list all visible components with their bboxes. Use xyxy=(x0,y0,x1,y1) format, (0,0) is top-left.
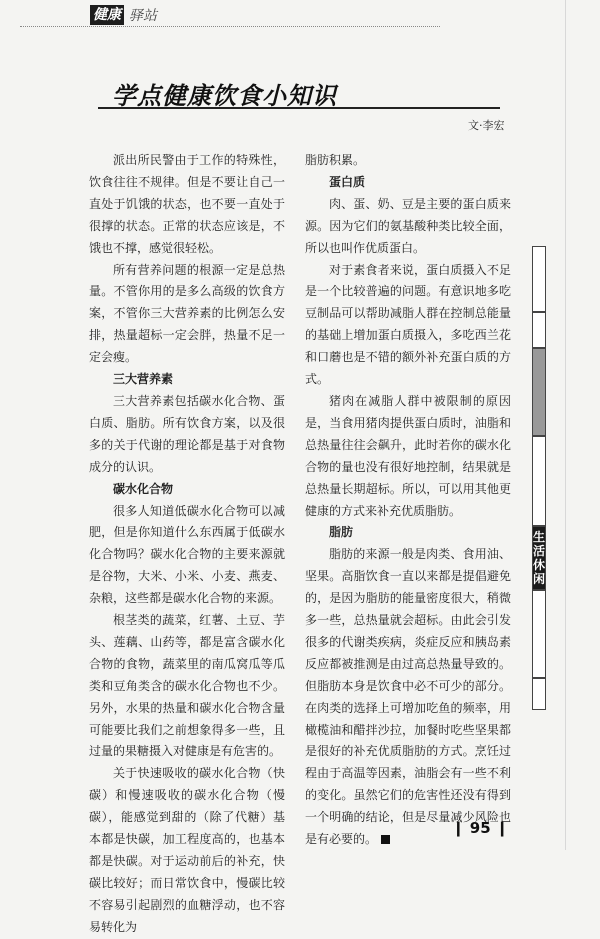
paragraph: 关于快速吸收的碳水化合物（快碳）和慢速吸收的碳水化合物（慢碳），能感觉到甜的（除了代糖）基本都是快碳，加工程度高的，也基本都是快碳。对于运动前后的补充，快碳比较好；而日常饮食中，慢碳比较不容易引起剧烈的血糖浮动，也不容易转化为 xyxy=(89,766,285,934)
section-heading: 三大营养素 xyxy=(113,372,174,387)
section-tabs xyxy=(532,246,546,710)
paragraph: 脂肪积累。 xyxy=(305,153,366,167)
section-heading: 碳水化合物 xyxy=(113,481,174,496)
article-title: 学点健康饮食小知识 xyxy=(112,82,337,110)
section-tab xyxy=(532,678,546,710)
section-tab xyxy=(532,312,546,348)
section-tab-active: 生 活 休 闲 xyxy=(532,526,546,590)
section-heading: 脂肪 xyxy=(329,525,354,540)
column-left xyxy=(89,150,285,939)
section-header xyxy=(90,4,157,26)
section-tab xyxy=(532,436,546,526)
page-edge-rule xyxy=(565,0,566,850)
section-tab xyxy=(532,590,546,678)
page-number: ❙ 95 ❙ xyxy=(452,819,509,837)
paragraph: 所有营养问题的根源一定是总热量。不管你用的是多么高级的饮食方案，不管你三大营养素的比例怎么安排，热量超标一定会胖，热量不足一定会瘦。 xyxy=(89,262,285,365)
section-name-light: 驿站 xyxy=(129,8,157,24)
paragraph: 根茎类的蔬菜，红薯、土豆、芋头、莲藕、山药等，都是富含碳水化合物的食物，蔬菜里的南瓜窝瓜等瓜类和豆角类含的碳水化合物也不少。另外，水果的热量和碳水化合物含量可能要比我们之前想象得多一些，且过量的果糖摄入对健康是有危害的。 xyxy=(89,613,285,759)
paragraph: 很多人知道低碳水化合物可以减肥，但是你知道什么东西属于低碳水化合物吗？碳水化合物的主要来源就是谷物，大米、小米、小麦、燕麦、杂粮，这些都是碳水化合物的来源。 xyxy=(89,503,285,606)
section-tab xyxy=(532,246,546,312)
paragraph: 对于素食者来说，蛋白质摄入不足是一个比较普遍的问题。有意识地多吃豆制品可以帮助减脂人群在控制总能量的基础上增加蛋白质摄入，多吃西兰花和口蘑也是不错的额外补充蛋白质的方式。 xyxy=(305,262,511,387)
paragraph: 派出所民警由于工作的特殊性，饮食往往不规律。但是不要让自己一直处于饥饿的状态，也不要一直处于很撑的状态。正常的状态应该是，不饿也不撑，感觉很轻松。 xyxy=(89,153,285,255)
end-mark xyxy=(381,835,390,844)
section-name-dark: 健康 xyxy=(90,5,124,25)
paragraph: 脂肪的来源一般是肉类、食用油、坚果。高脂饮食一直以来都是提倡避免的，是因为脂肪的能量密度很大，稍微多一些，总热量就会超标。由此会引发很多的代谢类疾病，炎症反应和胰岛素反应都被推测是由过高总热量导致的。但脂肪本身是饮食中必不可少的部分。在肉类的选择上可增加吃鱼的频率，用橄榄油和醋拌沙拉，加餐时吃些坚果都是很好的补充优质脂肪的方式。烹饪过程由于高温等因素，油脂会有一些不利的变化。虽然它们的危害性还没有得到一个明确的结论，但是尽量减少风险也是有必要的。 xyxy=(305,547,511,847)
column-right xyxy=(305,150,511,851)
paragraph: 三大营养素包括碳水化合物、蛋白质、脂肪。所有饮食方案，以及很多的关于代谢的理论都是基于对食物成分的认识。 xyxy=(89,393,285,474)
section-heading: 蛋白质 xyxy=(329,174,366,189)
paragraph: 猪肉在减脂人群中被限制的原因是，当食用猪肉提供蛋白质时，油脂和总热量往往会飙升，此时若你的碳水化合物的量也没有很好地控制，结果就是总热量长期超标。所以，可以用其他更健康的方式来补充优质脂肪。 xyxy=(305,393,511,518)
paragraph: 肉、蛋、奶、豆是主要的蛋白质来源。因为它们的氨基酸种类比较全面，所以也叫作优质蛋白。 xyxy=(305,196,511,255)
header-rule xyxy=(20,26,440,27)
title-underline xyxy=(98,107,500,109)
byline: 文·李宏 xyxy=(468,119,505,132)
section-tab xyxy=(532,348,546,436)
page-number-value: 95 xyxy=(469,819,491,837)
